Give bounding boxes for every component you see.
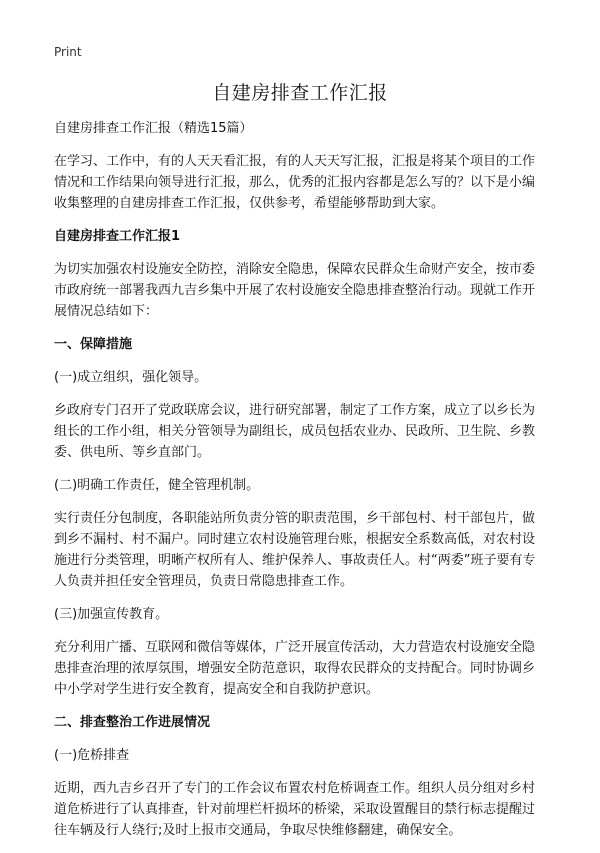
part1-heading: 一、保障措施 <box>54 337 133 352</box>
article-subtitle: 自建房排查工作汇报（精选15篇） <box>54 121 253 136</box>
item4-heading: (一)危桥排查 <box>54 748 130 763</box>
item1-body: 乡政府专门召开了党政联席会议，进行研究部署，制定了工作方案，成立了以乡长为组长的工作小组，相关分管领导为副组长，成员包括农业办、民政所、卫生院、乡教委、供电所、等乡直部门。 <box>54 403 536 460</box>
page-title: 自建房排查工作汇报 <box>212 82 388 104</box>
item3-heading: (三)加强宣传教育。 <box>54 607 169 622</box>
item2-body: 实行责任分包制度，各职能站所负责分管的职责范围，乡干部包村、村干部包片，做到乡不漏村、村不漏户。同时建立农村设施管理台账，根据安全系数高低，对农村设施进行分类管理，明晰产权所有人、维护保养人、事故责任人。村“两委”班子要有专人负责并担任安全管理员，负责日常隐患排查工作。 <box>54 511 536 589</box>
intro-paragraph: 在学习、工作中，有的人天天看汇报，有的人天天写汇报，汇报是将某个项目的工作情况和工作结果向领导进行汇报，那么，优秀的汇报内容都是怎么写的？以下是小编收集整理的自建房排查工作汇报，仅供参考，希望能够帮助到大家。 <box>54 154 536 211</box>
item1-heading: (一)成立组织，强化领导。 <box>54 370 208 385</box>
item2-heading: (二)明确工作责任，健全管理机制。 <box>54 478 260 493</box>
part2-heading: 二、排查整治工作进展情况 <box>54 715 211 730</box>
item3-body: 充分利用广播、互联网和微信等媒体，广泛开展宣传活动，大力营造农村设施安全隐患排查治理的浓厚氛围，增强安全防范意识，取得农民群众的支持配合。同时协调乡中小学对学生进行安全教育，提高安全和自我防护意识。 <box>54 640 536 697</box>
section-heading: 自建房排查工作汇报1 <box>54 229 181 244</box>
section-intro-paragraph: 为切实加强农村设施安全防控，消除安全隐患，保障农民群众生命财产安全，按市委市政府统一部署我西九吉乡集中开展了农村设施安全隐患排查整治行动。现就工作开展情况总结如下： <box>54 262 536 319</box>
print-link[interactable]: Print <box>54 45 82 59</box>
item4-body: 近期，西九吉乡召开了专门的工作会议布置农村危桥调查工作。组织人员分组对乡村道危桥进行了认真排查，针对前埋栏杆损坏的桥梁，采取设置醒目的禁行标志提醒过往车辆及行人绕行;及时上报市交通局，争取尽快维修翻建，确保安全。 <box>54 781 536 838</box>
article-body <box>54 118 546 853</box>
